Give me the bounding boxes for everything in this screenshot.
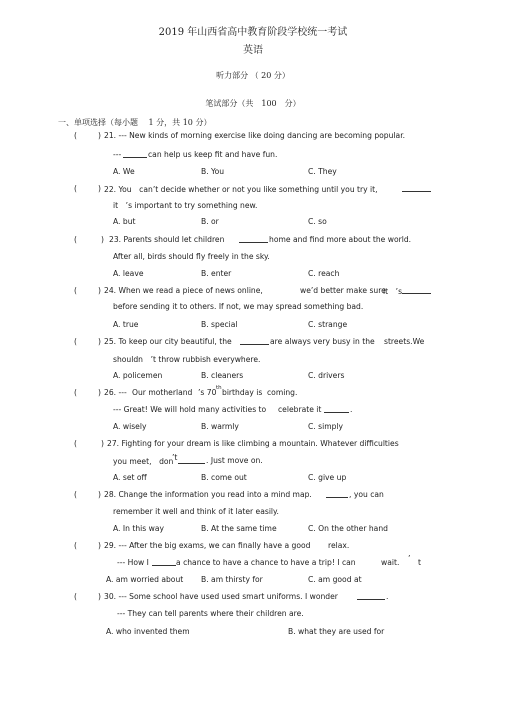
answer-blank	[326, 490, 348, 498]
option-b: B. At the same time	[201, 524, 277, 533]
section-one-heading: 一、单项选择（每小题 1 分，共 10 分）	[58, 118, 212, 127]
option-a: A. wisely	[113, 422, 147, 431]
question-stem: remember it well and think of it later easily.	[113, 507, 279, 516]
writing-section: 笔试部分（共 100 分）	[205, 99, 301, 108]
answer-paren-close: )	[98, 592, 101, 601]
option-a: A. In this way	[113, 524, 164, 533]
answer-blank	[178, 456, 205, 464]
option-b: B. You	[201, 167, 225, 176]
option-a: A. who invented them	[106, 627, 190, 636]
answer-paren-open: (	[74, 337, 77, 346]
option-b: B. am thirsty for	[201, 575, 263, 584]
question-stem: --- How I	[117, 558, 149, 567]
option-a: A. policemen	[113, 371, 163, 380]
answer-paren-close: )	[98, 286, 101, 295]
answer-blank	[123, 150, 147, 158]
option-a: A. true	[113, 320, 139, 329]
answer-paren-close: )	[98, 184, 101, 193]
apostrophe-mark: ’	[408, 554, 411, 563]
question-stem: can help us keep fit and have fun.	[148, 150, 278, 159]
answer-blank	[324, 405, 349, 413]
question-stem: After all, birds should fly freely in the sky.	[113, 252, 270, 261]
question-stem: a chance to have a chance to have a trip! I can	[176, 558, 356, 567]
ordinal-suffix: th	[216, 385, 222, 391]
option-c: C. They	[308, 167, 337, 176]
answer-paren-close: )	[101, 439, 104, 448]
question-stem: we’d better make sure	[300, 286, 386, 295]
answer-paren-open: (	[74, 184, 77, 193]
question-stem: streets.We	[384, 337, 425, 346]
question-stem: 24. When we read a piece of news online,	[104, 286, 263, 295]
option-c: C. drivers	[308, 371, 345, 380]
option-b: B. special	[201, 320, 238, 329]
option-b: B. come out	[201, 473, 247, 482]
question-stem: shouldn ’t throw rubbish everywhere.	[113, 355, 261, 364]
option-b: B. enter	[201, 269, 232, 278]
exam-title: 2019 年山西省高中教育阶段学校统一考试	[158, 27, 348, 38]
question-stem: Our motherland	[132, 388, 193, 397]
dialogue-dash: ---	[113, 150, 122, 159]
question-stem: you meet, don	[113, 457, 174, 466]
answer-paren-open: (	[74, 439, 77, 448]
question-stem: are always very busy in the	[270, 337, 375, 346]
answer-paren-close: )	[98, 490, 101, 499]
option-c: C. On the other hand	[308, 524, 388, 533]
answer-blank	[402, 184, 431, 192]
question-stem: .	[386, 592, 389, 601]
option-c: C. reach	[308, 269, 340, 278]
option-a: A. but	[113, 217, 136, 226]
question-stem: .	[350, 405, 353, 414]
question-stem: ’t	[172, 453, 178, 462]
option-b: B. warmly	[201, 422, 239, 431]
option-c: C. am good at	[308, 575, 362, 584]
subject-title: 英语	[243, 45, 263, 56]
answer-blank	[152, 558, 176, 566]
answer-blank	[240, 337, 269, 345]
question-stem: home and find more about the world.	[269, 235, 412, 244]
question-stem: 21. --- New kinds of morning exercise like doing dancing are becoming popular.	[104, 131, 406, 140]
question-stem: before sending it to others. If not, we may spread something bad.	[113, 302, 364, 311]
option-a: A. leave	[113, 269, 144, 278]
question-stem: --- They can tell parents where their children are.	[117, 609, 304, 618]
option-a: A. set off	[113, 473, 147, 482]
listening-section: 听力部分 （ 20 分）	[216, 71, 290, 80]
question-stem: coming.	[267, 388, 298, 397]
answer-paren-open: (	[74, 131, 77, 140]
question-stem: ’s 70	[198, 388, 217, 397]
answer-blank	[357, 592, 385, 600]
question-stem: . Just move on.	[206, 456, 263, 465]
question-stem: , you can	[349, 490, 384, 499]
answer-paren-open: (	[74, 490, 77, 499]
answer-blank	[239, 235, 268, 243]
option-b: B. cleaners	[201, 371, 244, 380]
question-stem: 23. Parents should let children	[109, 235, 225, 244]
option-c: C. give up	[308, 473, 347, 482]
question-stem: 26. ---	[104, 388, 127, 397]
answer-paren-open: (	[74, 541, 77, 550]
question-stem: it ’s	[383, 287, 403, 296]
question-stem: --- Great! We will hold many activities to	[113, 405, 267, 414]
option-a: A. am worried about	[106, 575, 184, 584]
option-c: C. so	[308, 217, 327, 226]
answer-paren-open: (	[74, 388, 77, 397]
question-stem: wait.	[381, 558, 400, 567]
question-stem: 30. --- Some school have used used smart uniforms. I wonder	[104, 592, 338, 601]
question-stem: 28. Change the information you read into a mind map.	[104, 490, 312, 499]
answer-blank	[402, 286, 431, 294]
question-stem: 27. Fighting for your dream is like climbing a mountain. Whatever difficulties	[107, 439, 399, 448]
answer-paren-open: (	[74, 592, 77, 601]
question-stem: relax.	[328, 541, 350, 550]
question-stem: it ’s important to try something new.	[113, 201, 258, 210]
option-b: B. or	[201, 217, 219, 226]
option-b: B. what they are used for	[288, 627, 385, 636]
answer-paren-open: (	[74, 235, 77, 244]
question-stem: 29. --- After the big exams, we can finally have a good	[104, 541, 311, 550]
question-stem: 25. To keep our city beautiful, the	[104, 337, 232, 346]
answer-paren-close: )	[98, 541, 101, 550]
answer-paren-close: )	[98, 388, 101, 397]
question-stem: 22. You can’t decide whether or not you like something until you try it,	[104, 185, 378, 194]
answer-paren-close: )	[98, 337, 101, 346]
question-stem: celebrate it	[278, 405, 322, 414]
answer-paren-close: )	[101, 235, 104, 244]
option-c: C. simply	[308, 422, 344, 431]
question-stem: t	[418, 558, 421, 567]
option-a: A. We	[113, 167, 135, 176]
answer-paren-open: (	[74, 286, 77, 295]
answer-paren-close: )	[98, 131, 101, 140]
option-c: C. strange	[308, 320, 348, 329]
question-stem: birthday is	[222, 388, 263, 397]
